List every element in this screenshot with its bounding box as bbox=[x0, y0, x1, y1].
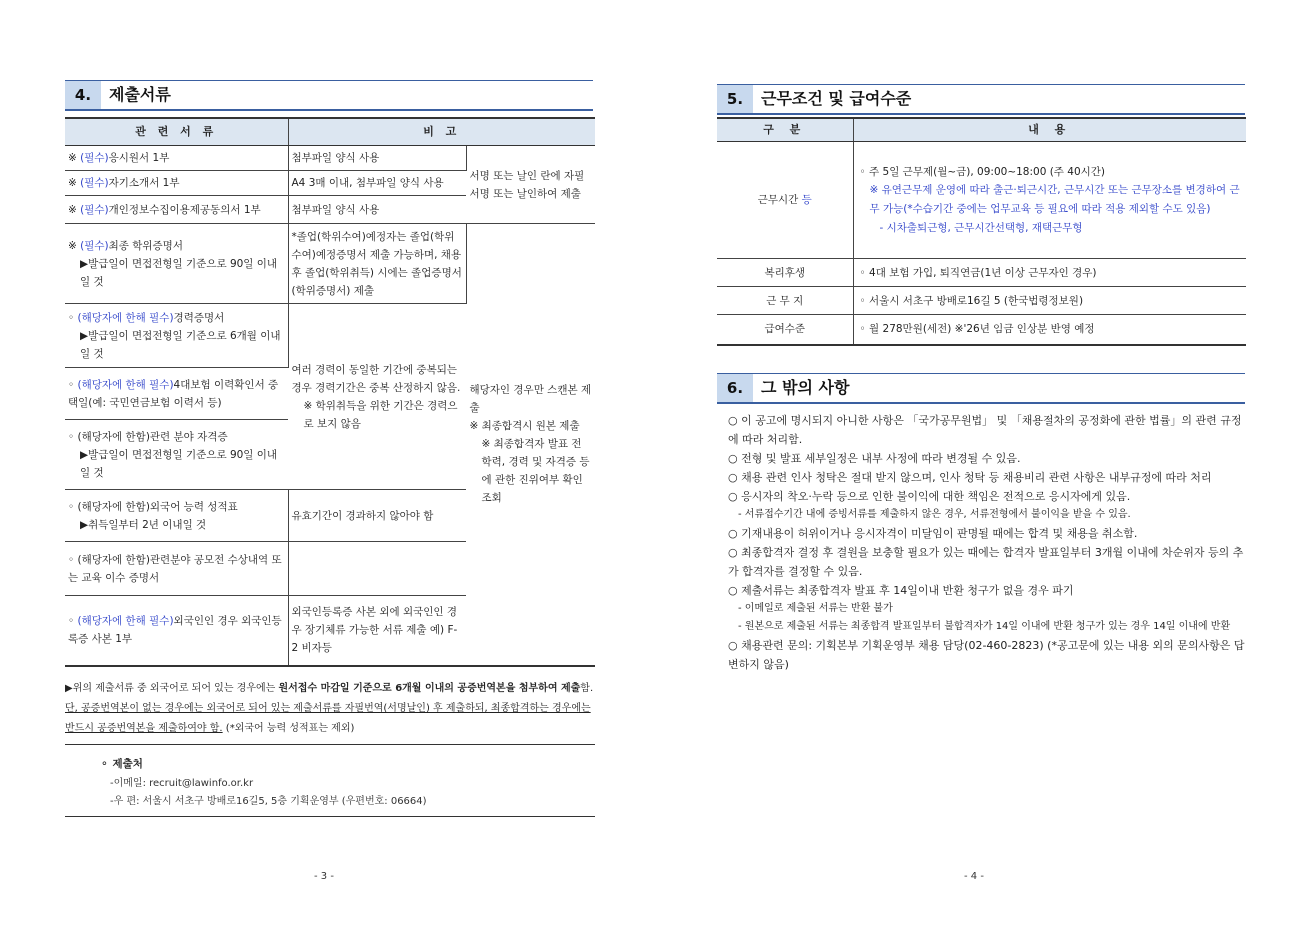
scan-note: 해당자인 경우만 스캔본 제출 ※ 최종합격시 원본 제출 ※ 최종합격자 발표 전 학력, 경력 및 자격증 등에 관한 진위여부 확인 조회 bbox=[466, 224, 595, 666]
list-item: ○ 전형 및 발표 세부일정은 내부 사정에 따라 변경될 수 있음. bbox=[728, 452, 1021, 465]
doc-row: ※ (필수)개인정보수집이용제공동의서 1부 bbox=[65, 196, 288, 224]
page-right bbox=[653, 0, 1306, 925]
header-category: 구 분 bbox=[717, 118, 853, 142]
list-item: ○ 채용 관련 인사 청탁은 절대 받지 않으며, 인사 청탁 등 채용비리 관련 사항은 내부규정에 따라 처리 bbox=[728, 471, 1212, 484]
doc-row: ※ (필수)자기소개서 1부 bbox=[65, 171, 288, 196]
pay-label: 급여수준 bbox=[717, 315, 853, 345]
header-documents: 관 련 서 류 bbox=[65, 118, 288, 146]
doc-note: 첨부파일 양식 사용 bbox=[288, 196, 466, 224]
doc-row: ◦ (해당자에 한해 필수)경력증명서 ▶발급일이 면접전형일 기준으로 6개월 이내일 것 bbox=[65, 304, 288, 368]
list-subitem: - 서류접수기간 내에 증빙서류를 제출하지 않은 경우, 서류전형에서 불이익을 받을 수 있음. bbox=[738, 509, 1131, 520]
page-number: - 3 - bbox=[314, 871, 334, 882]
doc-note: 첨부파일 양식 사용 bbox=[288, 146, 466, 171]
workplace-content: ◦ 서울시 서초구 방배로16길 5 (한국법령정보원) bbox=[853, 287, 1246, 315]
list-item: ○ 제출서류는 최종합격자 발표 후 14일이내 반환 청구가 없을 경우 파기 bbox=[728, 584, 1074, 597]
section-title: 제출서류 bbox=[109, 85, 171, 104]
doc-note: 외국인등록증 사본 외에 외국인인 경우 장기체류 가능한 서류 제출 예) F-2 비자등 bbox=[288, 596, 466, 666]
translation-notice: ▶위의 제출서류 중 외국어로 되어 있는 경우에는 원서접수 마감일 기준으로 6개월 이내의 공증번역본을 첨부하여 제출함. 단, 공증번역본이 없는 경우에는 외국어로 되어 있는 제출서류를 자필번역(서명날인) 후 제출하되, 최종합격하는 경우에는 반드시 공증번역본을 제출하여야 함. (*외국어 능력 성적표는 제외) bbox=[65, 683, 594, 734]
submit-divider bbox=[65, 816, 595, 817]
submit-email: -이메일: recruit@lawinfo.or.kr bbox=[110, 778, 254, 789]
list-item: ○ 이 공고에 명시되지 아니한 사항은 「국가공무원법」 및 「채용절차의 공정화에 관한 법률」의 관련 규정에 따라 처리함. bbox=[728, 414, 1242, 446]
list-item: ○ 응시자의 착오·누락 등으로 인한 불이익에 대한 책임은 전적으로 응시자에게 있음. bbox=[728, 490, 1131, 503]
doc-row: ※ (필수)응시원서 1부 bbox=[65, 146, 288, 171]
section-number: 6. bbox=[717, 374, 753, 402]
submit-address: -우 편: 서울시 서초구 방배로16길5, 5층 기획운영부 (우편번호: 06664) bbox=[110, 796, 427, 807]
workplace-label: 근 무 지 bbox=[717, 287, 853, 315]
doc-note: 유효기간이 경과하지 않아야 함 bbox=[288, 490, 466, 542]
section-header bbox=[65, 80, 593, 111]
work-hours-label: 근무시간 등 bbox=[717, 142, 853, 259]
other-items-list bbox=[728, 411, 1250, 674]
doc-note-empty bbox=[288, 542, 466, 596]
section-header bbox=[717, 84, 1245, 115]
doc-row: ◦ (해당자에 한함)관련 분야 자격증 ▶발급일이 면접전형일 기준으로 90일 이내일 것 bbox=[65, 420, 288, 490]
welfare-label: 복리후생 bbox=[717, 259, 853, 287]
list-subitem: - 원본으로 제출된 서류는 최종합격 발표일부터 불합격자가 14일 이내에 반환 청구가 있는 경우 14일 이내에 반환 bbox=[738, 621, 1231, 632]
career-note: 여러 경력이 동일한 기간에 중복되는 경우 경력기간은 중복 산정하지 않음. ※ 학위취득을 위한 기간은 경력으로 보지 않음 bbox=[288, 304, 466, 490]
section-number: 4. bbox=[65, 81, 101, 109]
doc-row: ※ (필수)최종 학위증명서 ▶발급일이 면접전형일 기준으로 90일 이내일 것 bbox=[65, 224, 288, 304]
doc-row: ◦ (해당자에 한함)관련분야 공모전 수상내역 또는 교육 이수 증명서 bbox=[65, 542, 288, 596]
section-title: 그 밖의 사항 bbox=[761, 378, 850, 397]
doc-note: A4 3매 이내, 첨부파일 양식 사용 bbox=[288, 171, 466, 196]
page-number: - 4 - bbox=[964, 871, 984, 882]
work-hours-content: ◦ 주 5일 근무제(월~금), 09:00~18:00 (주 40시간) ※ 유연근무제 운영에 따라 출근·퇴근시간, 근무시간 또는 근무장소를 변경하여 근무 가능(*수습기간 중에는 업무교육 등 필요에 따라 적용 제외할 수도 있음) - 시차출퇴근형, 근무시간선택형, 재택근무형 bbox=[853, 142, 1246, 259]
doc-row: ◦ (해당자에 한해 필수)외국인인 경우 외국인등록증 사본 1부 bbox=[65, 596, 288, 666]
documents-table bbox=[65, 117, 595, 667]
header-remarks: 비 고 bbox=[288, 118, 595, 146]
section-header bbox=[717, 373, 1245, 404]
pay-content: ◦ 월 278만원(세전) ※'26년 임금 인상분 반영 예정 bbox=[853, 315, 1246, 345]
notice-divider bbox=[65, 744, 595, 745]
list-item: ○ 채용관련 문의: 기획본부 기획운영부 채용 담당(02-460-2823) (*공고문에 있는 내용 외의 문의사항은 답변하지 않음) bbox=[728, 639, 1245, 671]
list-item: ○ 최종합격자 결정 후 결원을 보충할 필요가 있는 때에는 합격자 발표일부터 3개월 이내에 차순위자 등의 추가 합격자를 결정할 수 있음. bbox=[728, 546, 1244, 578]
doc-row: ◦ (해당자에 한해 필수)4대보험 이력확인서 중 택일(예: 국민연금보험 이력서 등) bbox=[65, 368, 288, 420]
section-number: 5. bbox=[717, 85, 753, 113]
sign-note: 서명 또는 날인 란에 자필서명 또는 날인하여 제출 bbox=[466, 146, 595, 224]
header-content: 내 용 bbox=[853, 118, 1246, 142]
section-title: 근무조건 및 급여수준 bbox=[761, 89, 912, 108]
submit-title: ⚬ 제출처 bbox=[100, 758, 143, 770]
doc-row: ◦ (해당자에 한함)외국어 능력 성적표 ▶취득일부터 2년 이내일 것 bbox=[65, 490, 288, 542]
work-conditions-table bbox=[717, 117, 1246, 346]
list-item: ○ 기재내용이 허위이거나 응시자격이 미달임이 판명될 때에는 합격 및 채용을 취소함. bbox=[728, 527, 1138, 540]
doc-note: *졸업(학위수여)예정자는 졸업(학위수여)예정증명서 제출 가능하며, 채용 후 졸업(학위취득) 시에는 졸업증명서(학위증명서) 제출 bbox=[288, 224, 466, 304]
welfare-content: ◦ 4대 보험 가입, 퇴직연금(1년 이상 근무자인 경우) bbox=[853, 259, 1246, 287]
list-subitem: - 이메일로 제출된 서류는 반환 불가 bbox=[738, 603, 893, 614]
